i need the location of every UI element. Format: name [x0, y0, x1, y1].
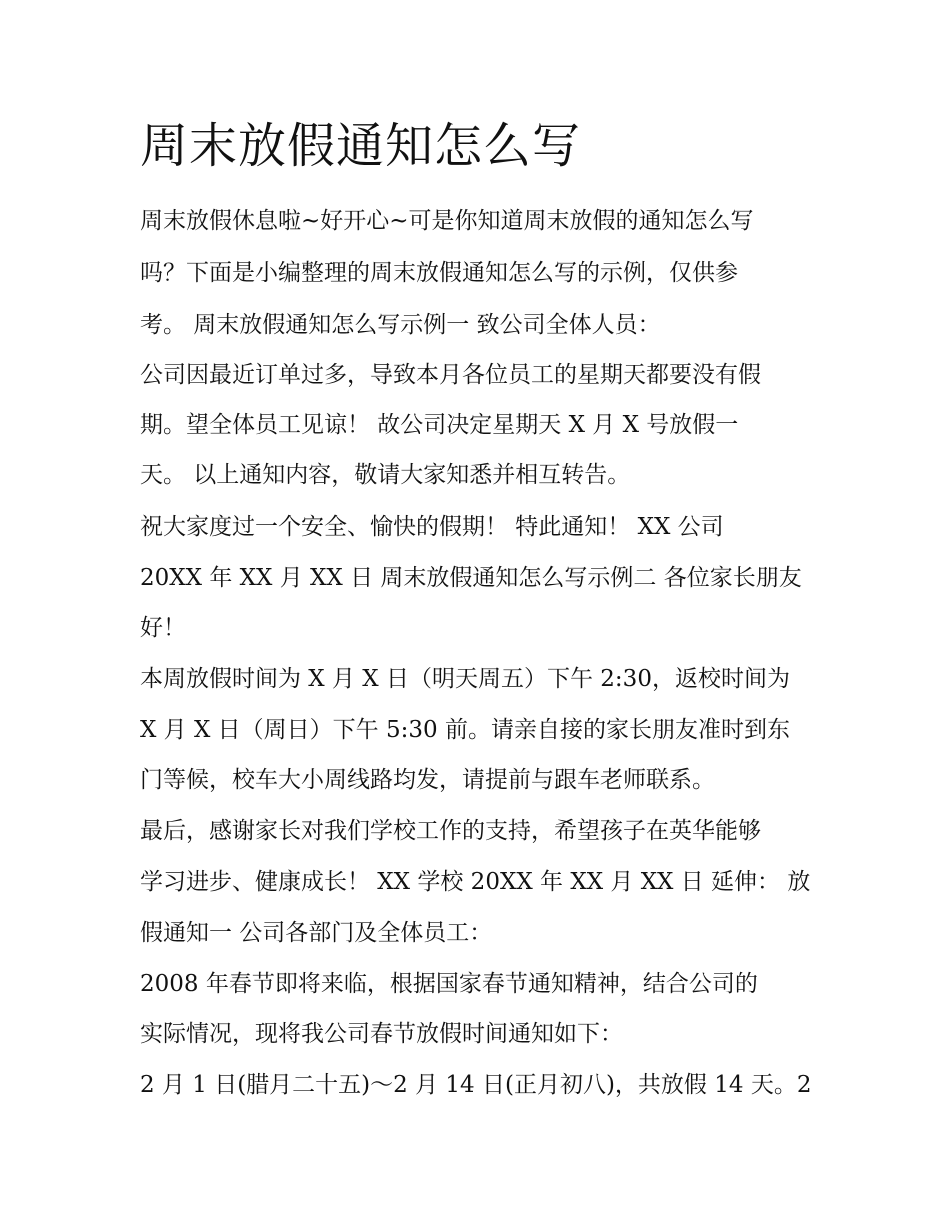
body-line-15: 假通知一 公司各部门及全体员工： — [140, 920, 493, 946]
document-title: 周末放假通知怎么写 — [140, 118, 582, 174]
body-line-14: 学习进步、健康成长！ XX 学校 20XX 年 XX 月 XX 日 延伸： 放 — [140, 869, 811, 895]
body-line-1: 周末放假休息啦~好开心~可是你知道周末放假的通知怎么写 — [140, 208, 754, 234]
body-line-16: 2008 年春节即将来临，根据国家春节通知精神，结合公司的 — [140, 971, 758, 997]
body-line-3: 考。 周末放假通知怎么写示例一 致公司全体人员： — [140, 312, 661, 338]
body-line-4: 公司因最近订单过多，导致本月各位员工的星期天都要没有假 — [140, 362, 761, 388]
body-line-7: 祝大家度过一个安全、愉快的假期！ 特此通知！ XX 公司 — [140, 514, 724, 540]
body-line-8: 20XX 年 XX 月 XX 日 周末放假通知怎么写示例二 各位家长朋友 — [140, 565, 802, 591]
body-line-12: 门等候，校车大小周线路均发，请提前与跟车老师联系。 — [140, 767, 715, 793]
body-line-5: 期。望全体员工见谅！ 故公司决定星期天 X 月 X 号放假一 — [140, 412, 739, 438]
body-line-10: 本周放假时间为 X 月 X 日（明天周五）下午 2:30，返校时间为 — [140, 666, 790, 692]
body-line-2: 吗？下面是小编整理的周末放假通知怎么写的示例，仅供参 — [140, 260, 738, 286]
body-line-18: 2 月 1 日(腊月二十五)～2 月 14 日(正月初八)，共放假 14 天。2 — [140, 1072, 812, 1098]
body-line-11: X 月 X 日（周日）下午 5:30 前。请亲自接的家长朋友准时到东 — [140, 717, 790, 743]
body-line-13: 最后，感谢家长对我们学校工作的支持，希望孩子在英华能够 — [140, 818, 761, 844]
body-line-17: 实际情况，现将我公司春节放假时间通知如下： — [140, 1021, 623, 1047]
body-line-6: 天。 以上通知内容，敬请大家知悉并相互转告。 — [140, 462, 631, 488]
body-line-9: 好！ — [140, 615, 186, 641]
